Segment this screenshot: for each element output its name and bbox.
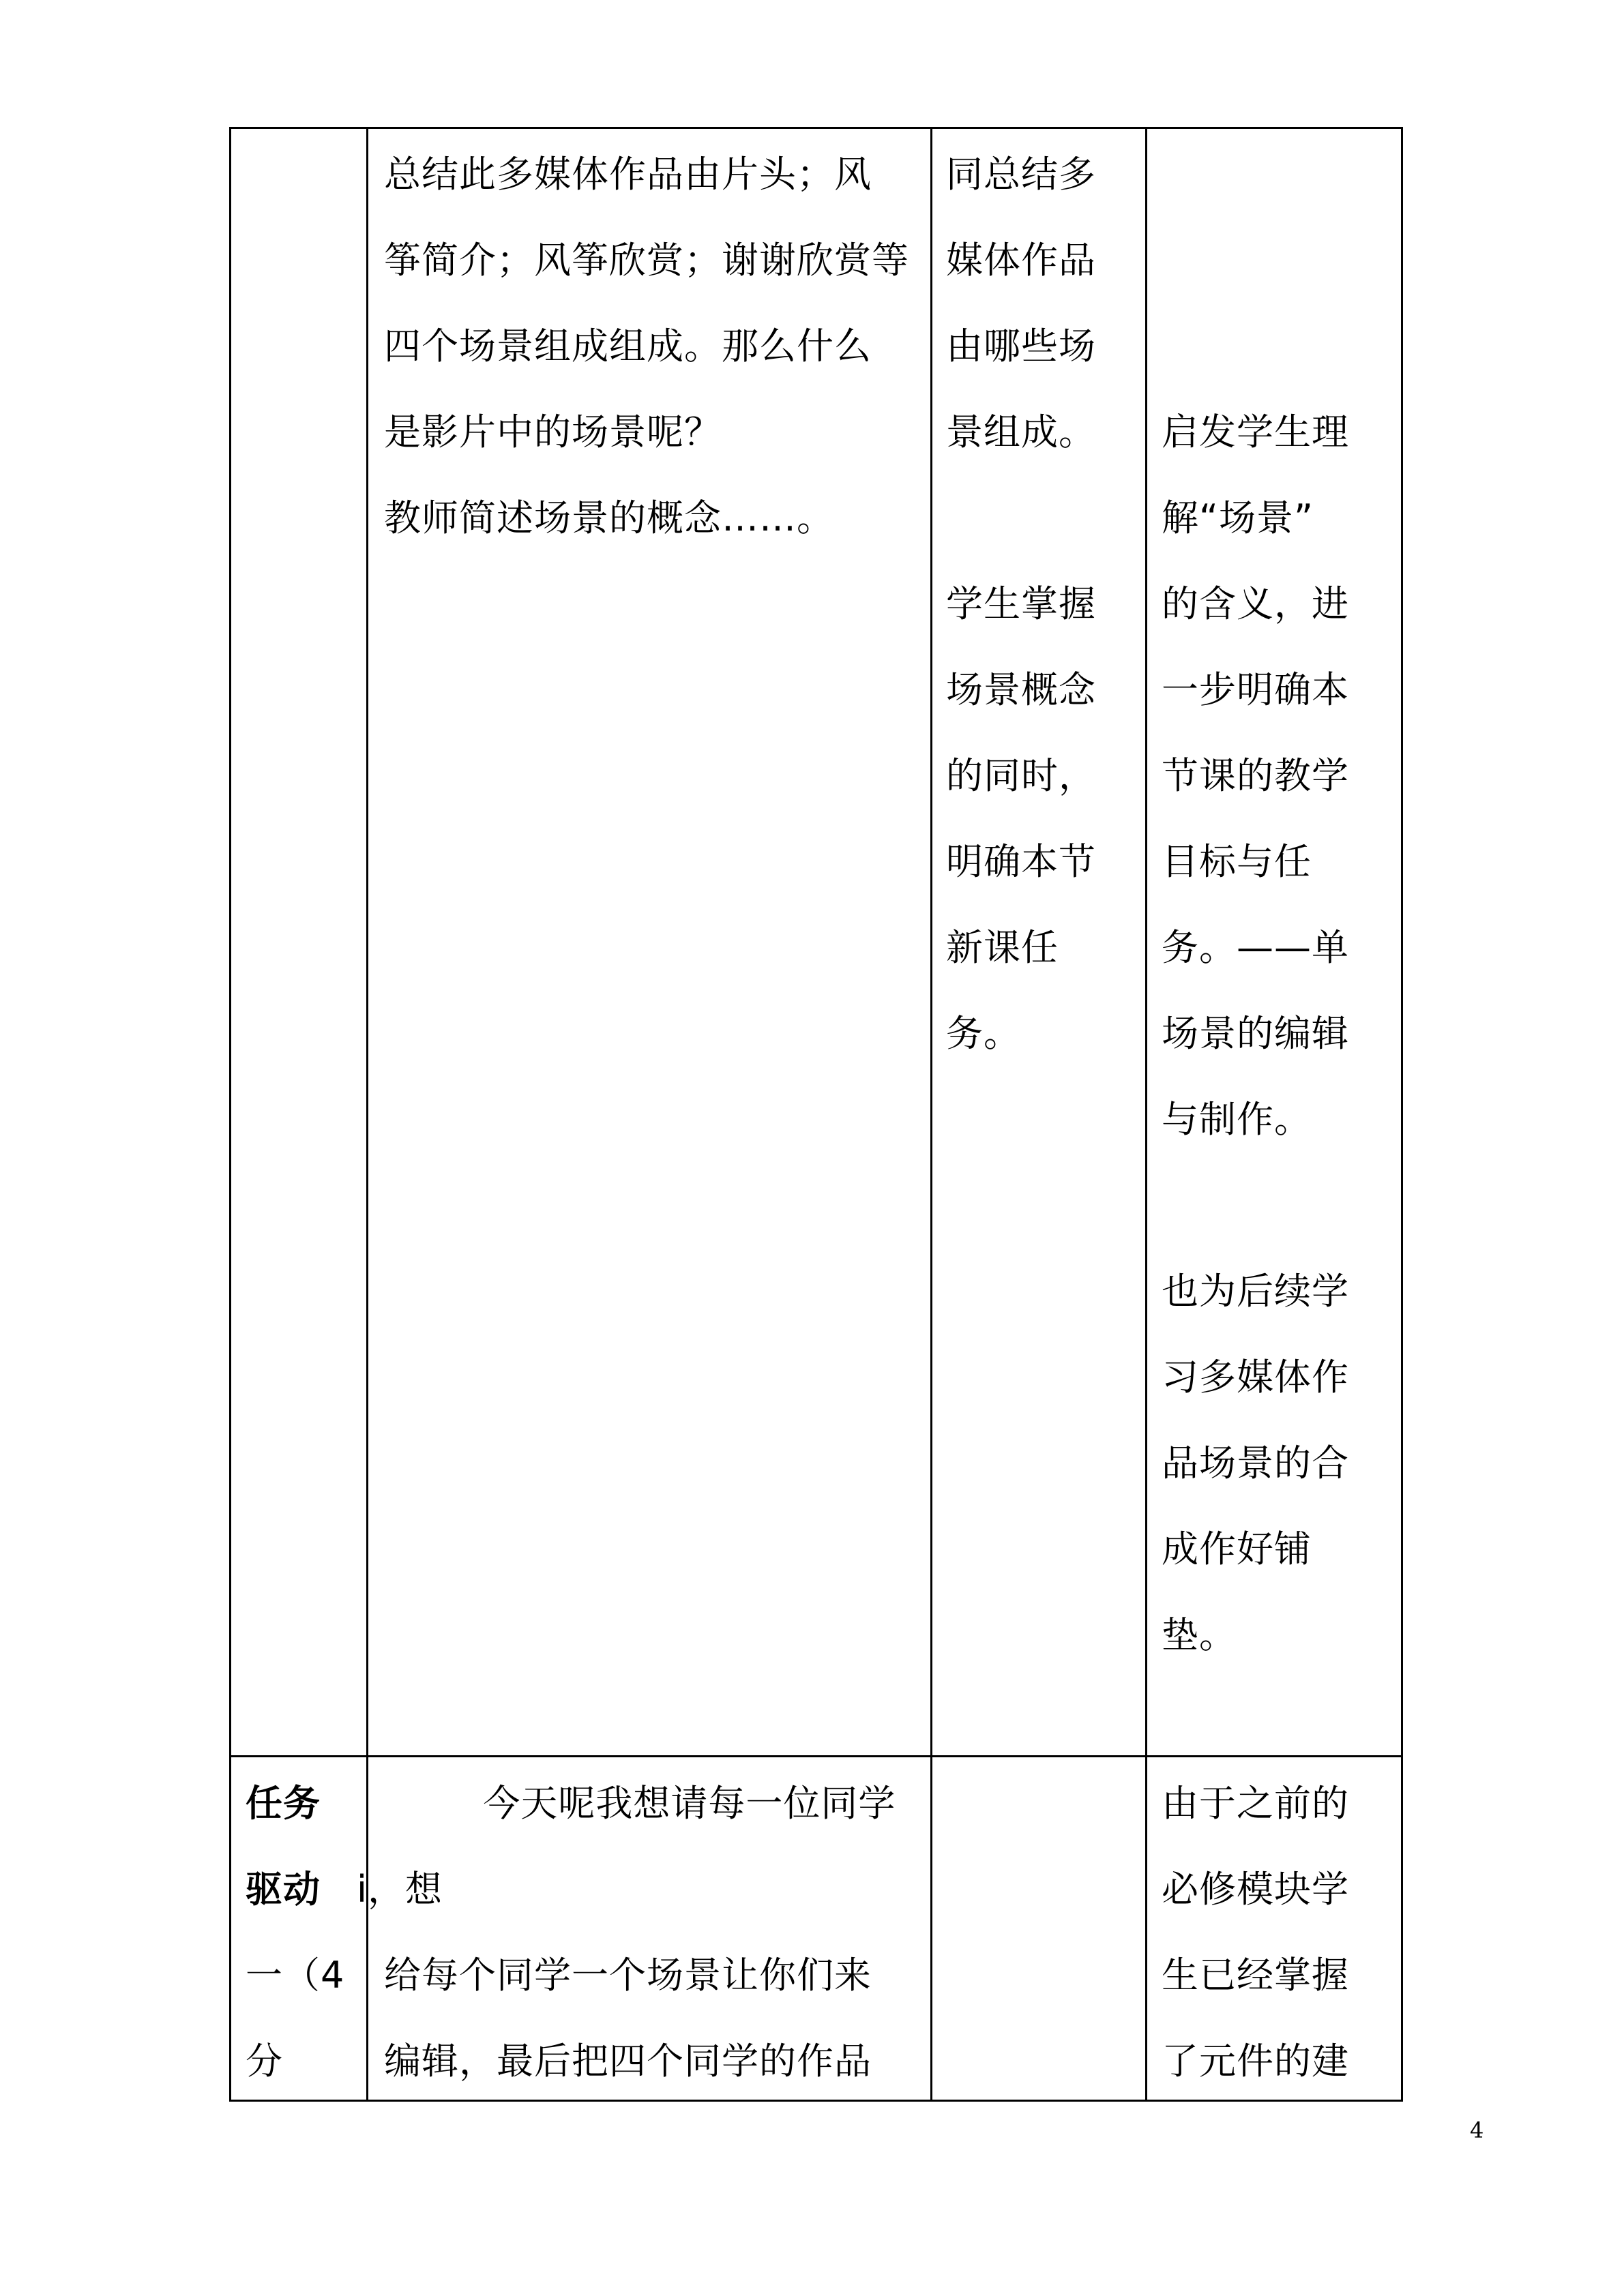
column-divider-1 (366, 127, 368, 2102)
text-line: 由于之前的 (1162, 1782, 1349, 1825)
table-left-border (229, 127, 231, 2102)
table-top-border (229, 127, 1403, 129)
text-line: 是影片中的场景呢？ (384, 411, 722, 453)
text-line: 分 (246, 2040, 283, 2083)
text-line: 的含义，进 (1162, 582, 1349, 625)
text-line: 务。 (946, 1012, 1021, 1055)
row2-stage (246, 1761, 361, 2104)
text-line: 场景的编辑 (1162, 1012, 1349, 1055)
text-line: 景组成。 (946, 411, 1096, 453)
row1-design-intent (1162, 132, 1397, 1678)
text-line: 教师简述场景的概念……。 (384, 496, 834, 539)
text-line: 的同时， (946, 754, 1096, 797)
text-line: 一（4 (246, 1954, 345, 1997)
column-divider-2 (930, 127, 932, 2102)
text-line (1162, 132, 1397, 218)
text-line: 今天呢我想请每一位同学 (384, 1782, 896, 1825)
table-row-divider (229, 1755, 1403, 1757)
text-line: 务。——单 (1162, 926, 1349, 969)
text-line: 目标与任 (1162, 840, 1312, 883)
row1-teacher-activity (384, 132, 923, 561)
text-line: 四个场景组成组成。那么什么 (384, 325, 872, 368)
text-line: 总结此多媒体作品由片头；风 (384, 153, 872, 196)
text-line (1162, 303, 1397, 389)
text-line: 了元件的建 (1162, 2040, 1349, 2083)
text-line: 由哪些场 (946, 325, 1096, 368)
text-line: 也为后续学 (1162, 1270, 1349, 1313)
text-line: 学生掌握 (946, 582, 1096, 625)
text-line (1162, 218, 1397, 303)
row1-student-activity (946, 132, 1140, 1077)
text-line: 明确本节 (946, 840, 1096, 883)
text-line: 筝简介；风筝欣赏；谢谢欣赏等 (384, 239, 909, 282)
text-line: 必修模块学 (1162, 1868, 1349, 1911)
text-line: 场景概念 (946, 668, 1096, 711)
column-divider-3 (1145, 127, 1147, 2102)
text-line: 给每个同学一个场景让你们来 (384, 1954, 872, 1997)
text-line: 解“场景” (1162, 496, 1314, 539)
text-line (946, 475, 1140, 561)
text-line: 成作好铺 (1162, 1527, 1312, 1570)
table-right-border (1401, 127, 1403, 2102)
row2-teacher-activity (357, 1761, 923, 2104)
text-line: 习多媒体作 (1162, 1356, 1349, 1399)
text-line: 垫。 (1162, 1613, 1237, 1656)
row2-design-intent (1162, 1761, 1397, 2104)
text-line: 节课的教学 (1162, 754, 1349, 797)
text-line: 启发学生理 (1162, 411, 1349, 453)
text-line: i，想 (357, 1868, 443, 1911)
text-line: 同总结多 (946, 153, 1096, 196)
text-line: 驱动 (246, 1868, 321, 1911)
page-number: 4 (1470, 2117, 1484, 2143)
text-line: 新课任 (946, 926, 1059, 969)
text-line: 与制作。 (1162, 1098, 1312, 1141)
text-line: 一步明确本 (1162, 668, 1349, 711)
text-line: 生已经掌握 (1162, 1954, 1349, 1997)
text-line: 编辑，最后把四个同学的作品 (384, 2040, 872, 2083)
text-line: 任务 (246, 1782, 321, 1825)
text-line: 媒体作品 (946, 239, 1096, 282)
text-line (1162, 1163, 1397, 1249)
text-line: 品场景的合 (1162, 1442, 1349, 1485)
